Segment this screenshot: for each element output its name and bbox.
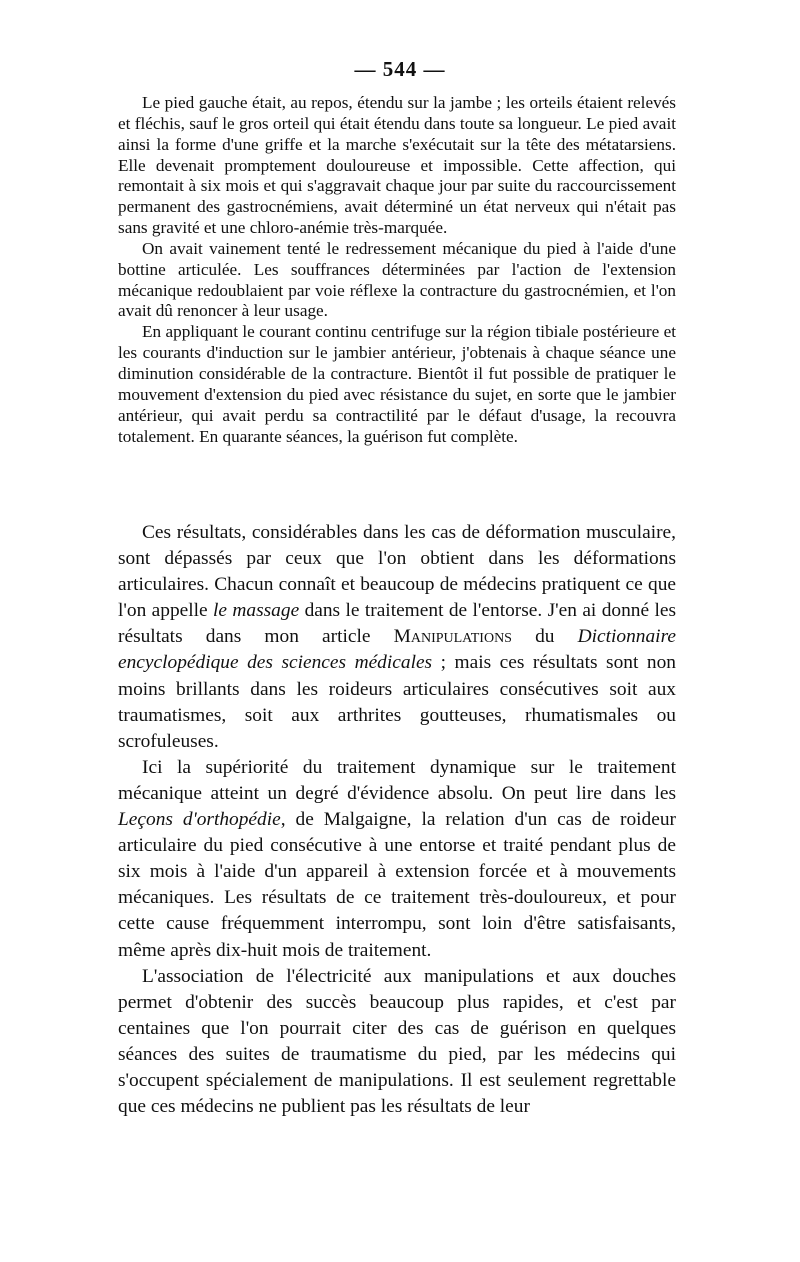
- small-caps-title: Manipulations: [393, 626, 512, 648]
- paragraph: On avait vainement tenté le redressement mécanique du pied à l'aide d'une bottine articulée. Les souffrances déterminées par l'action de l'extension mécanique redoublaient par voie réflexe la contracture du gastrocnémien, et l'on avait dû renoncer à leur usage.: [118, 238, 676, 321]
- text-run: Ici la supériorité du traitement dynamique sur le traitement mécanique atteint un degré d'évidence absolu. On peut lire dans les: [118, 756, 676, 804]
- text-run: du: [511, 626, 578, 648]
- italic-title: Dictionnaire encyclopédique des sciences médicales: [118, 626, 676, 674]
- paragraph: [118, 755, 676, 964]
- text-run: Ces résultats, considérables dans les cas de déformation musculaire, sont dépassés par ceux que l'on obtient dans les déformations articulaires. Chacun connaît et beaucoup de médecins pratiquent ce que l'on appelle: [118, 522, 676, 622]
- paragraph: L'association de l'électricité aux manipulations et aux douches permet d'obtenir des succès beaucoup plus rapides, et c'est par centaines que l'on pourrait citer des cas de guérison en quelques séances des suites de traumatisme du pied, par les médecins qui s'occupent spécialement de manipulations. Il est seulement regrettable que ces médecins ne publient pas les résultats de leur: [118, 965, 676, 1118]
- paragraph: Le pied gauche était, au repos, étendu sur la jambe ; les orteils étaient relevés et fléchis, sauf le gros orteil qui était étendu dans toute sa longueur. Le pied avait ainsi la forme d'une griffe et la marche s'exécutait sur la tête des métatarsiens. Elle devenait promptement douloureuse et impossible. Cette affection, qui remontait à six mois et qui s'aggravait chaque jour par suite du raccourcissement permanent des gastrocnémiens, avait déterminé un état nerveux qui n'était pas sans gravité et une chloro-anémie très-marquée.: [118, 93, 676, 238]
- italic-term: le massage: [213, 600, 300, 622]
- page-number: — 544 —: [354, 57, 446, 81]
- text-run: , de Malgaigne, la relation d'un cas de roideur articulaire du pied consécutive à une entorse et traité pendant plus de six mois à l'aide d'un appareil à extension forcée et à mouvements mécaniques. Les résultats de ce traitement très-douloureux, et pour cette cause fréquemment interrompu, sont loin d'être satisfaisants, même après dix-huit mois de traitement.: [118, 809, 676, 961]
- text-run: dans le traitement de l'entorse. J'en ai donné les résultats dans mon article: [118, 600, 677, 648]
- case-report-section: [118, 93, 676, 447]
- italic-title: Leçons d'orthopédie: [118, 809, 281, 831]
- main-text-section: [118, 520, 676, 1120]
- paragraph: En appliquant le courant continu centrifuge sur la région tibiale postérieure et les courants d'induction sur le jambier antérieur, j'obtenais à chaque séance une diminution considérable de la contracture. Bientôt il fut possible de pratiquer le mouvement d'extension du pied avec résistance du sujet, en sorte que le jambier antérieur, qui avait perdu sa contractilité par le défaut d'usage, la recouvra totalement. En quarante séances, la guérison fut complète.: [118, 322, 676, 446]
- text-run: ; mais ces résultats sont non moins brillants dans les roideurs articulaires consécutives soit aux traumatismes, soit aux arthrites goutteuses, rhumatismales ou scrofuleuses.: [118, 652, 676, 752]
- paragraph: [118, 520, 676, 755]
